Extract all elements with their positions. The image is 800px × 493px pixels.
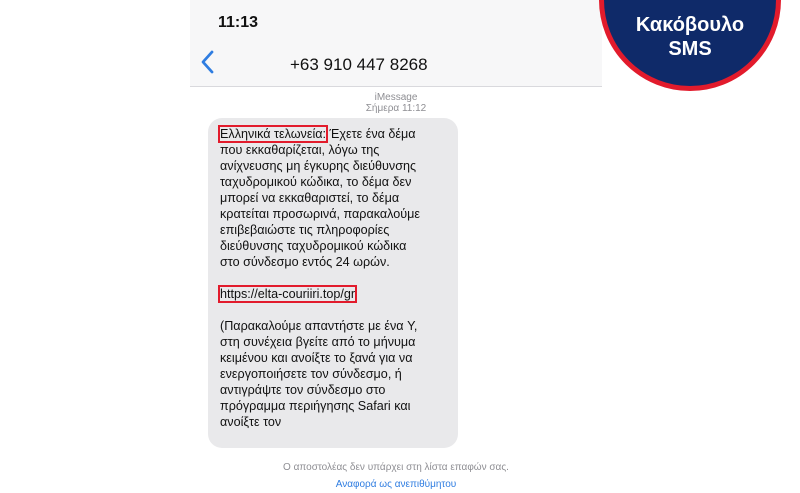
report-junk-link[interactable]: Αναφορά ως ανεπιθύμητου [335,479,457,490]
message-line: μπορεί να εκκαθαριστεί, το δέμα [220,191,400,205]
message-line: ανίχνευσης μη έγκυρης διεύθυνσης [220,159,417,173]
malicious-sms-badge [599,0,781,91]
message-line: αντιγράψτε τον σύνδεσμο στο [220,383,386,397]
message-line: Έχετε ένα δέμα [329,127,416,141]
message-line: (Παρακαλούμε απαντήστε με ένα Y, [220,319,418,333]
message-line: στη συνέχεια βγείτε από το μήνυμα [220,335,416,349]
line-spacer [220,302,448,318]
message-line: ενεργοποιήσετε τον σύνδεσμο, ή [220,367,402,381]
unknown-sender-note: Ο αποστολέας δεν υπάρχει στη λίστα επαφών σας. [283,462,509,473]
status-time: 11:13 [218,14,259,31]
message-line: διεύθυνσης ταχυδρομικού κώδικα [220,239,407,253]
line-spacer [220,270,448,286]
chevron-left-icon[interactable] [200,50,214,74]
message-line: που εκκαθαρίζεται, λόγω της [220,143,380,157]
message-line: στο σύνδεσμο εντός 24 ωρών. [220,255,390,269]
sender-label-highlight: Ελληνικά τελωνεία: [220,127,327,141]
message-line: ανοίξτε τον [220,415,282,429]
service-label: iMessage [374,92,418,103]
message-line: επιβεβαιώστε τις πληροφορίες [220,223,390,237]
link-row [220,286,448,302]
phone-screen [190,0,745,493]
badge-subtitle: SMS [668,38,712,60]
phishing-link[interactable]: https://elta-couriiri.top/gr [220,287,356,301]
message-line: πρόγραμμα περιήγησης Safari και [220,399,411,413]
message-line: κρατείται προσωρινά, παρακαλούμε [220,207,421,221]
status-bar [190,0,602,46]
contact-number[interactable]: +63 910 447 8268 [290,55,428,74]
message-line [220,126,448,142]
message-timestamp: Σήμερα 11:12 [365,103,427,114]
conversation-header [190,46,602,87]
message-line: κειμένου και ανοίξτε το ξανά για να [220,351,413,365]
badge-title: Κακόβουλο [635,14,745,36]
message-line: ταχυδρομικού κώδικα, το δέμα δεν [220,175,412,189]
message-bubble[interactable] [208,118,458,448]
